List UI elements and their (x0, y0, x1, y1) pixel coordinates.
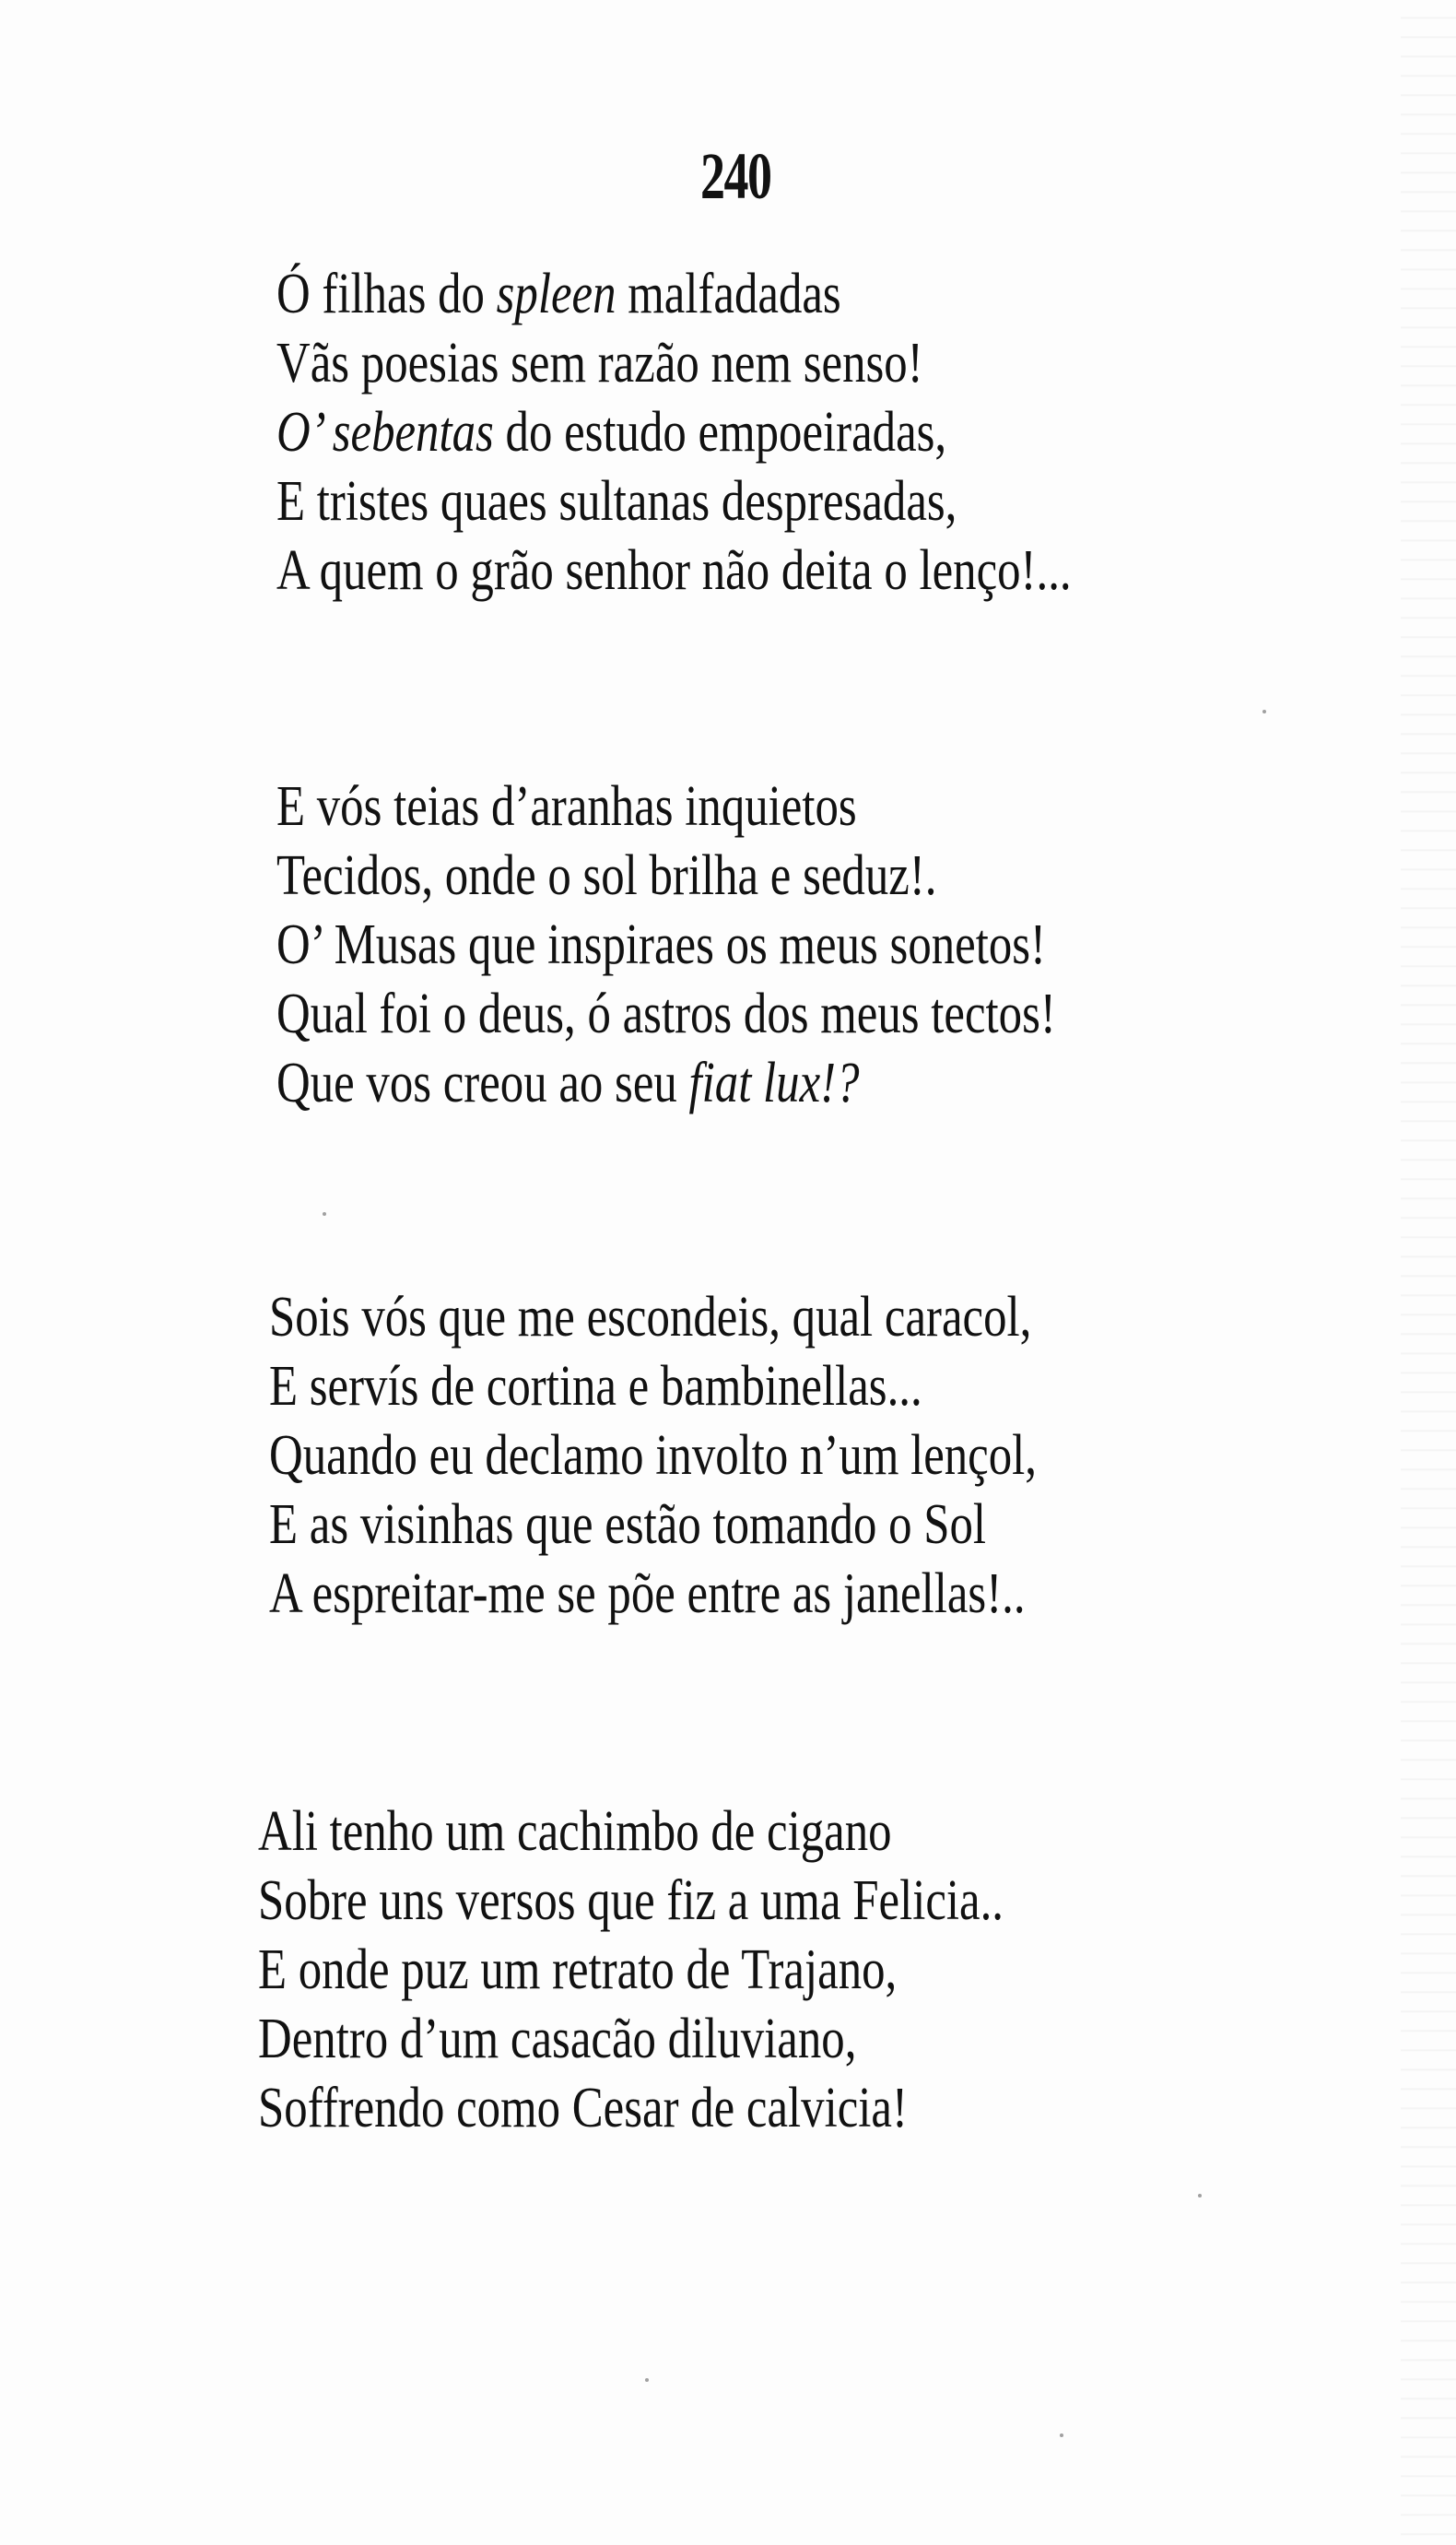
verse-line: O’ Musas que inspiraes os meus sonetos! (276, 913, 1046, 976)
verse-line: Tecidos, onde o sol brilha e seduz!. (276, 844, 937, 907)
verse-line: Ó filhas do spleen malfadadas (276, 263, 841, 325)
stanza (269, 1283, 1037, 1629)
stanza (258, 1797, 1004, 2143)
verse-line: A quem o grão senhor não deita o lenço!... (276, 539, 1072, 602)
verse-line: Sobre uns versos que fiz a uma Felicia.. (258, 1869, 1004, 1932)
verse-line: E onde puz um retrato de Trajano, (258, 1938, 898, 2001)
verse-line: E tristes quaes sultanas despresadas, (276, 470, 957, 533)
verse-line: E as visinhas que estão tomando o Sol (269, 1493, 987, 1556)
verse-line: Quando eu declamo involto n’um lençol, (269, 1424, 1038, 1487)
verse-line: Soffrendo como Cesar de calvicia! (258, 2077, 908, 2139)
verse-line: Que vos creou ao seu fiat lux!? (276, 1052, 860, 1114)
verse-line: Vãs poesias sem razão nem senso! (276, 332, 923, 395)
verse-line: O’ sebentas do estudo empoeiradas, (276, 401, 947, 464)
verse-line: Ali tenho um cachimbo de cigano (258, 1800, 892, 1863)
scan-speck (1060, 2433, 1063, 2437)
stanza (276, 260, 1072, 606)
verse-line: E servís de cortina e bambinellas... (269, 1355, 922, 1418)
verse-line: Qual foi o deus, ó astros dos meus tectos! (276, 983, 1056, 1045)
scan-speck (1198, 2194, 1202, 2197)
verse-line: A espreitar-me se põe entre as janellas!.. (269, 1562, 1026, 1625)
scan-edge-noise (1401, 0, 1456, 2545)
verse-line: Dentro d’um casacão diluviano, (258, 2008, 857, 2070)
page-number: 240 (700, 139, 771, 213)
verse-line: E vós teias d’aranhas inquietos (276, 775, 857, 838)
stanza (276, 772, 1056, 1118)
scan-speck (323, 1212, 326, 1216)
verse-line: Sois vós que me escondeis, qual caracol, (269, 1286, 1032, 1349)
scan-speck (1262, 710, 1266, 713)
scan-speck (645, 2378, 649, 2382)
